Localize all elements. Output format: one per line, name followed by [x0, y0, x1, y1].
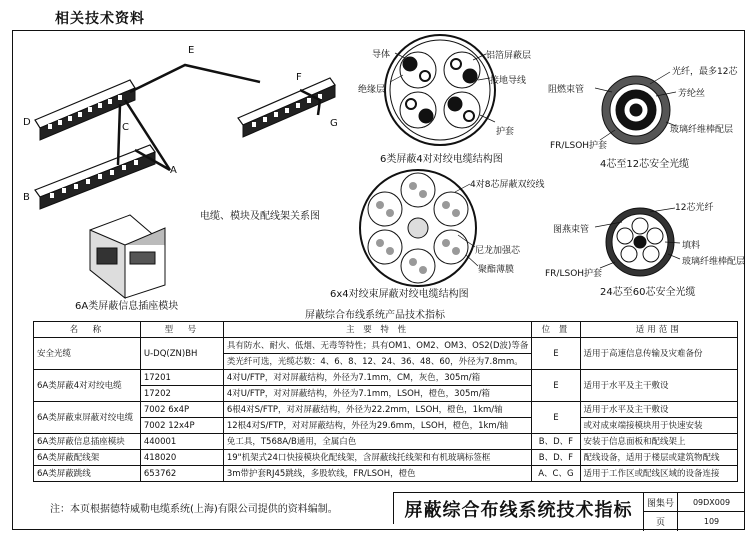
cell-feature: 4对U/FTP，对对屏蔽结构，外径为7.1mm，LSOH，橙色，305m/箱 [223, 386, 531, 402]
fiber-small-label-jacket: FR/LSOH护套 [550, 141, 608, 151]
cell-feature: 6根4对S/FTP，对对屏蔽结构，外径为22.2mm，LSOH，橙色，1km/轴 [223, 402, 531, 418]
cell-feature: 19"机架式24口快接模块化配线架，含屏蔽线托线架和有机玻璃标签框 [223, 450, 531, 466]
bundle-label-nylon: 尼龙加强芯 [475, 246, 521, 256]
cell-model: 418020 [140, 450, 223, 466]
cell-model: 440001 [140, 434, 223, 450]
point-c: C [122, 122, 129, 133]
cat6-label-drain: 接地导线 [490, 76, 527, 86]
header-name: 名 称 [34, 322, 141, 338]
cell-feature: 3m带护套RJ45跳线，多股软线，FR/LSOH，橙色 [223, 466, 531, 482]
cell-feature: 4对U/FTP，对对屏蔽结构，外径为7.1mm，CM，灰色，305m/箱 [223, 370, 531, 386]
atlas-label: 图集号 [643, 493, 677, 512]
fiber-large-label-fibers: 12芯光纤 [675, 203, 714, 213]
cell-position: E [532, 338, 580, 370]
fiber-small-section [602, 76, 670, 144]
cell-scope: 适用于工作区或配线区域的设备连接 [580, 466, 738, 482]
point-b: B [23, 192, 30, 203]
table-row [34, 450, 738, 466]
cell-scope: 或对成束端接模块用于快速安装 [580, 418, 738, 434]
cell-position: E [532, 370, 580, 402]
cell-model: 17201 [140, 370, 223, 386]
cell-name: 6A类屏蔽跳线 [34, 466, 141, 482]
bundle-cable-section [360, 170, 476, 286]
point-g: G [330, 118, 338, 129]
patch-panel-g [238, 78, 335, 137]
header-model: 型 号 [140, 322, 223, 338]
cat6-caption: 6类屏蔽4对对绞电缆结构图 [380, 154, 503, 165]
table-caption: 屏蔽综合布线系统产品技术指标 [305, 310, 445, 321]
table-row [34, 338, 738, 354]
cell-feature: 类光纤可选，光缆芯数：4、6、8、12、24、36、48、60，外径为7.8mm。 [223, 354, 531, 370]
module-caption: 6A类屏蔽信息插座模块 [75, 301, 179, 312]
bundle-caption: 6x4对绞束屏蔽对绞电缆结构图 [330, 289, 469, 300]
table-header-row [34, 322, 738, 338]
cell-position: B、D、F [532, 434, 580, 450]
cell-model: 7002 6x4P [140, 402, 223, 418]
page-label: 页 [643, 512, 677, 531]
cell-scope: 适用于高速信息传输及灾难备份 [580, 338, 738, 370]
fiber-large-label-tube: 图燕束管 [553, 225, 590, 235]
cell-model: 17202 [140, 386, 223, 402]
cell-scope: 适用于水平及主干敷设 [580, 402, 738, 418]
point-d: D [23, 117, 31, 128]
page-heading: 相关技术资料 [55, 11, 145, 27]
footnote: 注：本页根据德特威勒电缆系统(上海)有限公司提供的资料编制。 [50, 504, 338, 515]
cell-position: B、D、F [532, 450, 580, 466]
cell-name: 6A类屏蔽配线架 [34, 450, 141, 466]
fiber-large-label-jacket: FR/LSOH护套 [545, 269, 603, 279]
table-row [34, 466, 738, 482]
cell-name: 安全光缆 [34, 338, 141, 370]
cell-name: 6A类屏蔽4对对绞电缆 [34, 370, 141, 402]
cell-model: 7002 12x4P [140, 418, 223, 434]
point-a: A [170, 165, 177, 176]
drawing-title: 屏蔽综合布线系统技术指标 [393, 492, 643, 524]
point-e: E [188, 45, 195, 56]
cell-position: E [532, 402, 580, 434]
title-block [643, 492, 745, 530]
cell-feature: 免工具，T568A/B通用，全属白色 [223, 434, 531, 450]
bundle-label-film: 聚酯薄膜 [478, 265, 515, 275]
fiber-large-label-glass: 玻璃纤维棒配层 [682, 257, 746, 267]
fiber-small-label-glass: 玻璃纤维棒配层 [670, 125, 734, 135]
cell-name: 6A类屏蔽束屏蔽对绞电缆 [34, 402, 141, 434]
cat6-label-conductor: 导体 [372, 50, 391, 60]
header-scope: 适用范围 [580, 322, 738, 338]
cell-name: 6A类屏蔽信息插座模块 [34, 434, 141, 450]
fiber-large-caption: 24芯至60芯安全光缆 [600, 287, 696, 298]
point-f: F [296, 72, 302, 83]
module-drawing [90, 215, 165, 298]
cell-scope: 配线设备，适用于楼层或建筑物配线 [580, 450, 738, 466]
cat6-label-jacket: 护套 [496, 127, 515, 137]
cat6-label-insulation: 绝缘层 [358, 85, 386, 95]
cell-scope: 适用于水平及主干敷设 [580, 370, 738, 402]
fiber-large-section [606, 208, 674, 276]
table-row [34, 370, 738, 386]
rack-caption: 电缆、模块及配线架关系图 [200, 211, 320, 222]
header-features: 主 要 特 性 [223, 322, 531, 338]
cell-position: A、C、G [532, 466, 580, 482]
atlas-value: 09DX009 [677, 493, 745, 512]
header-position: 位 置 [532, 322, 580, 338]
cell-feature: 具有防水、耐火、低烟、无毒等特性；具有OM1、OM2、OM3、OS2(D波)等备 [223, 338, 531, 354]
fiber-small-label-aramid: 芳纶丝 [678, 89, 706, 99]
fiber-small-label-tube: 阻燃束管 [548, 85, 585, 95]
cell-scope: 安装于信息面板和配线架上 [580, 434, 738, 450]
cell-model: 653762 [140, 466, 223, 482]
page-value: 109 [677, 512, 745, 531]
cat6-label-foil: 铝箔屏蔽层 [486, 51, 532, 61]
table-row [34, 434, 738, 450]
table-row [34, 402, 738, 418]
fiber-small-caption: 4芯至12芯安全光缆 [600, 159, 690, 170]
cell-model: U-DQ(ZN)BH [140, 338, 223, 370]
fiber-small-label-fibers: 光纤，最多12芯 [672, 67, 738, 77]
bundle-label-pairs: 4对8芯屏蔽双绞线 [470, 180, 545, 190]
patch-panel-b [35, 145, 155, 209]
cat6-cable-section [385, 35, 495, 145]
fiber-large-label-filler: 填料 [682, 241, 701, 251]
cell-feature: 12根4对S/FTP，对对屏蔽结构，外径为29.6mm，LSOH，橙色，1km/轴 [223, 418, 531, 434]
spec-table [33, 321, 738, 482]
